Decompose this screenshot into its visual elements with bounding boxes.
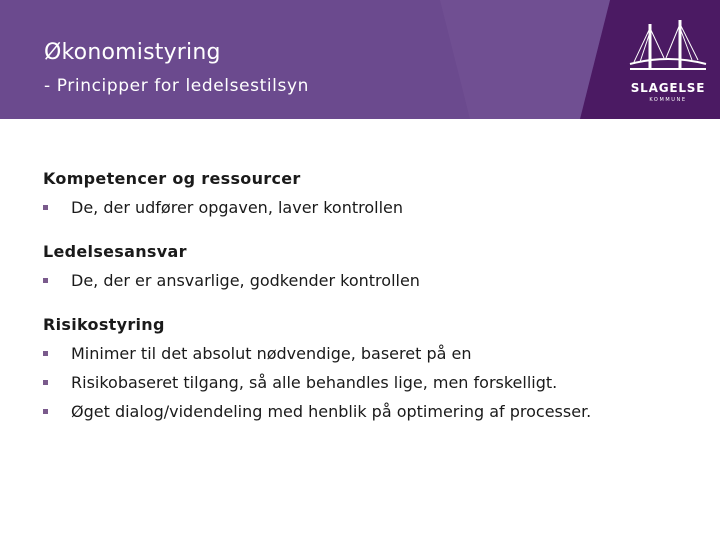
bullet-list bbox=[43, 270, 703, 292]
square-bullet-icon bbox=[43, 205, 48, 210]
logo-name: SLAGELSE bbox=[630, 81, 706, 95]
bullet-text: De, der udfører opgaven, laver kontrollen bbox=[71, 198, 403, 217]
section-heading: Kompetencer og ressourcer bbox=[43, 169, 301, 188]
square-bullet-icon bbox=[43, 278, 48, 283]
slide-content bbox=[43, 168, 703, 445]
square-bullet-icon bbox=[43, 409, 48, 414]
slagelse-logo bbox=[628, 18, 708, 103]
section-management bbox=[43, 241, 703, 292]
bullet-item bbox=[43, 270, 703, 292]
bullet-list bbox=[43, 197, 703, 219]
section-heading: Ledelsesansvar bbox=[43, 242, 187, 261]
logo-subtitle: KOMMUNE bbox=[649, 97, 687, 103]
bridge-icon bbox=[628, 18, 708, 80]
bullet-item bbox=[43, 343, 703, 365]
bullet-text: Øget dialog/videndeling med henblik på optimering af processer. bbox=[71, 402, 592, 421]
bullet-item bbox=[43, 372, 703, 394]
bullet-text: Risikobaseret tilgang, så alle behandles lige, men forskelligt. bbox=[71, 373, 558, 392]
bullet-list bbox=[43, 343, 703, 423]
page-title: Økonomistyring bbox=[44, 40, 221, 65]
section-heading: Risikostyring bbox=[43, 315, 165, 334]
square-bullet-icon bbox=[43, 380, 48, 385]
bullet-item bbox=[43, 401, 703, 423]
page-subtitle: - Principper for ledelsestilsyn bbox=[44, 76, 309, 96]
section-risk bbox=[43, 314, 703, 423]
square-bullet-icon bbox=[43, 351, 48, 356]
bullet-text: De, der er ansvarlige, godkender kontrollen bbox=[71, 271, 420, 290]
bullet-text: Minimer til det absolut nødvendige, baseret på en bbox=[71, 344, 472, 363]
section-competencies bbox=[43, 168, 703, 219]
bullet-item bbox=[43, 197, 703, 219]
header-banner bbox=[0, 0, 720, 119]
